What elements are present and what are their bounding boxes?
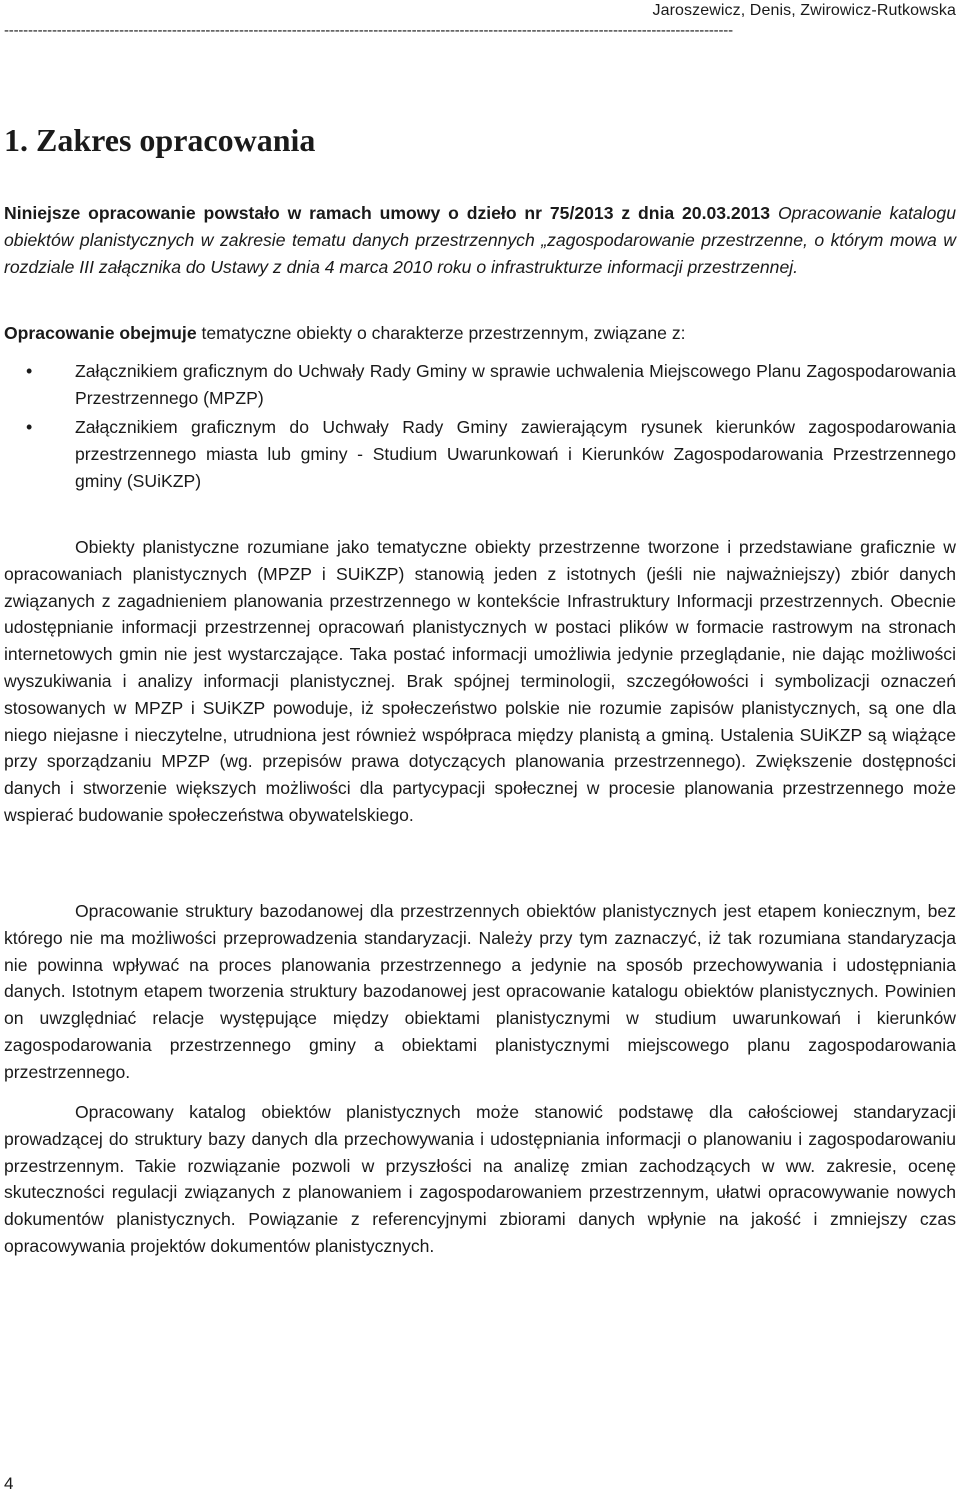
- scope-lead: Opracowanie obejmuje: [4, 323, 197, 343]
- intro-lead: Niniejsze opracowanie powstało w ramach umowy o dzieło nr 75/2013 z dnia 20.03.2013: [4, 203, 771, 223]
- scope-paragraph: [4, 320, 956, 347]
- header-authors: Jaroszewicz, Denis, Zwirowicz-Rutkowska: [652, 2, 956, 19]
- intro-paragraph: [4, 200, 956, 280]
- bullet-list: [4, 358, 956, 497]
- intro-rest: Opracowanie katalogu obiektów planistycznych w zakresie tematu danych przestrzennych „zagospodarowanie przestrzenne, o którym mowa w rozdziale III załącznika do Ustawy z dnia 4 marca 2010 roku o infrastrukturze informacji przestrzennej.: [4, 203, 956, 277]
- list-item-text: Załącznikiem graficznym do Uchwały Rady Gminy w sprawie uchwalenia Miejscowego Planu Zagospodarowania Przestrzennego (MPZP): [75, 361, 956, 408]
- list-item: [4, 414, 956, 495]
- bullet-icon: •: [26, 361, 33, 381]
- body-paragraph: Opracowanie struktury bazodanowej dla przestrzennych obiektów planistycznych jest etapem koniecznym, bez którego nie ma możliwości przeprowadzenia standaryzacji. Należy przy tym zaznaczyć, iż tak rozumiana standaryzacja nie powinna wpływać na proces planowania przestrzennego a jedynie na sposób przechowywania i udostępniania danych. Istotnym etapem tworzenia struktury bazodanowej jest opracowanie katalogu obiektów planistycznych. Powinien on uwzględniać relacje występujące między obiektami planistycznymi w studium uwarunkowań i kierunków zagospodarowania przestrzennego gminy a obiektami planistycznymi miejscowego planu zagospodarowania przestrzennego.: [4, 901, 956, 1082]
- bullet-icon: •: [26, 417, 33, 437]
- body-paragraph: Obiekty planistyczne rozumiane jako tematyczne obiekty przestrzenne tworzone i przedstawiane graficznie w opracowaniach planistycznych (MPZP i SUiKZP) stanowią jeden z istotnych (jeśli nie najważniejszy) zbiór danych związanych z zagadnieniem planowania przestrzennego w kontekście Infrastruktury Informacji przestrzennych. Obecnie udostępnianie informacji przestrzennej opracowań planistycznych w postaci plików w formacie rastrowym na stronach internetowych gmin nie jest wystarczające. Taka postać informacji umożliwia jedynie przeglądanie, nie dając możliwości wyszukiwania i analizy informacji planistycznej. Brak spójnej terminologii, szczegółowości i symbolizacji oznaczeń stosowanych w MPZP i SUiKZP powoduje, iż społeczeństwo polskie nie rozumie zapisów planistycznych, są one dla niego niejasne i nieczytelne, utrudniona jest również współpraca między planistą a gminą. Ustalenia SUiKZP są wiążące przy sporządzaniu MPZP (wg. przepisów prawa dotyczących planowania przestrzennego). Zwiększenie dostępności danych i stworzenie większych możliwości dla partycypacji społecznej w procesie planowania przestrzennego może wspierać budowanie społeczeństwa obywatelskiego.: [4, 537, 956, 825]
- list-item-text: Załącznikiem graficznym do Uchwały Rady Gminy zawierającym rysunek kierunków zagospodarowania przestrzennego miasta lub gminy - Studium Uwarunkowań i Kierunków Zagospodarowania Przestrzennego gminy (SUiKZP): [75, 417, 956, 491]
- body-paragraph: Opracowany katalog obiektów planistycznych może stanowić podstawę dla całościowej standaryzacji prowadzącej do struktury bazy danych dla przechowywania i udostępniania informacji o planowaniu i zagospodarowaniu przestrzennym. Takie rozwiązanie pozwoli w przyszłości na analizę zmian zachodzących w ww. zakresie, ocenę skuteczności regulacji związanych z planowaniem i zagospodarowaniem przestrzennym, ułatwi opracowywanie nowych dokumentów planistycznych. Powiązanie z referencyjnymi zbiorami danych wpłynie na jakość i zmniejszy czas opracowywania projektów dokumentów planistycznych.: [4, 1102, 956, 1256]
- section-heading: 1. Zakres opracowania: [4, 122, 316, 158]
- list-item: [4, 358, 956, 412]
- scope-rest: tematyczne obiekty o charakterze przestrzennym, związane z:: [196, 323, 686, 343]
- page-number: 4: [4, 1474, 14, 1493]
- header-rule: --------------------------------------------------------------------------------------------------------------------------------------------------------: [4, 22, 733, 39]
